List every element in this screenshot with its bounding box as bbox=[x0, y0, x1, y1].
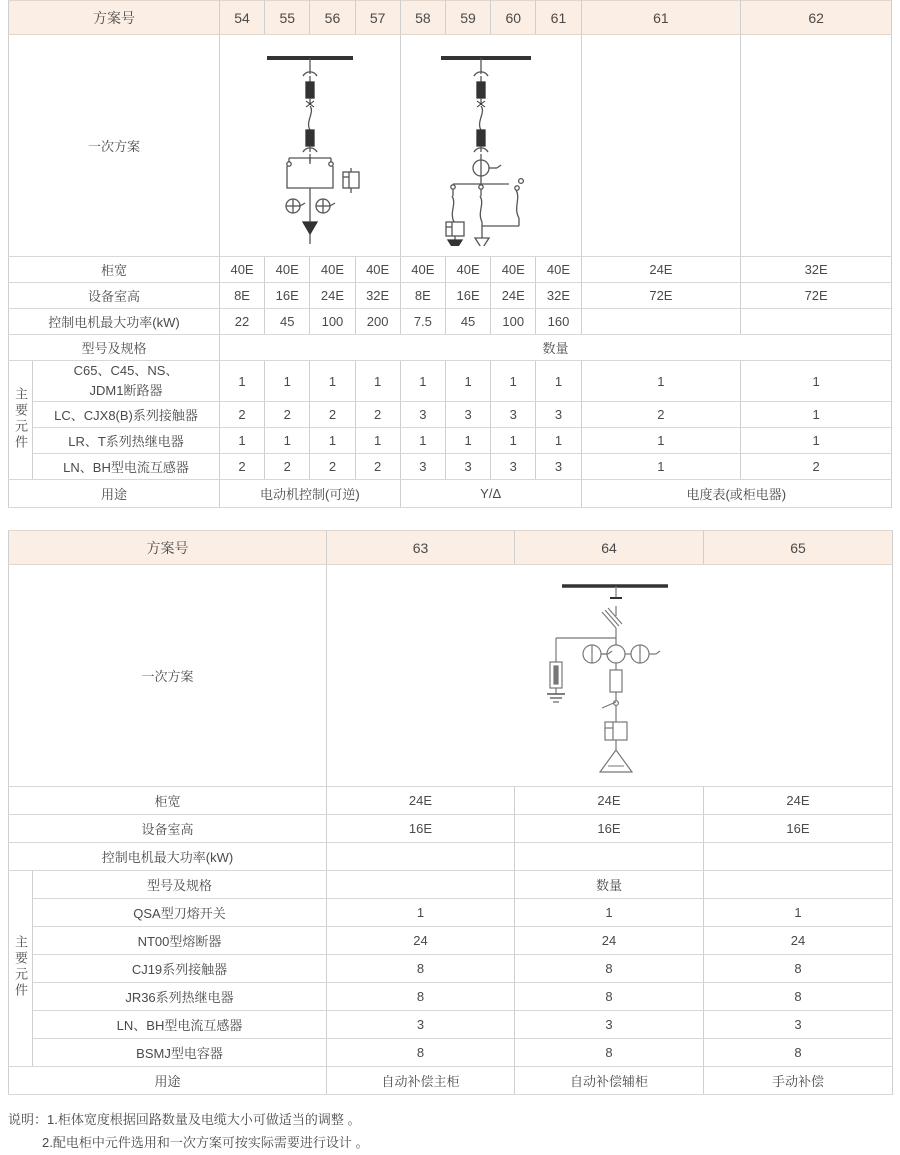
max-power-value bbox=[581, 309, 741, 335]
table1-cabinet-width-row bbox=[9, 257, 892, 283]
component-qty: 3 bbox=[536, 402, 581, 428]
table2-cabinet-width-row bbox=[9, 787, 893, 815]
table1-scheme-61b: 61 bbox=[581, 1, 741, 35]
max-power-value bbox=[327, 843, 515, 871]
usage-value: 电动机控制(可逆) bbox=[219, 480, 400, 508]
table2-component-row-3 bbox=[9, 955, 893, 983]
diagram-motor-control-reversible bbox=[219, 35, 400, 257]
component-qty: 1 bbox=[491, 428, 536, 454]
component-qty: 1 bbox=[445, 361, 490, 402]
table1-equipment-height-row bbox=[9, 283, 892, 309]
diagram-cell-scheme-61b bbox=[581, 35, 741, 257]
component-qty: 3 bbox=[400, 454, 445, 480]
cabinet-width-value: 32E bbox=[741, 257, 892, 283]
table2-quantity-label: 数量 bbox=[515, 871, 704, 899]
max-power-value bbox=[741, 309, 892, 335]
motor-control-reversible-diagram bbox=[245, 46, 375, 246]
usage-value: 手动补偿 bbox=[704, 1067, 893, 1095]
component-qty: 8 bbox=[515, 983, 704, 1011]
component-qty: 3 bbox=[445, 402, 490, 428]
equipment-height-value: 32E bbox=[536, 283, 581, 309]
table1-primary-scheme-label: 一次方案 bbox=[9, 35, 220, 257]
component-name: LN、BH型电流互感器 bbox=[33, 454, 220, 480]
cabinet-width-value: 24E bbox=[704, 787, 893, 815]
equipment-height-value: 16E bbox=[704, 815, 893, 843]
table1-usage-row bbox=[9, 480, 892, 508]
table2-equipment-height-row bbox=[9, 815, 893, 843]
max-power-value: 100 bbox=[491, 309, 536, 335]
table1-scheme-56: 56 bbox=[310, 1, 355, 35]
component-qty: 2 bbox=[310, 454, 355, 480]
component-qty: 3 bbox=[491, 402, 536, 428]
component-qty: 1 bbox=[515, 899, 704, 927]
table1-scheme-60: 60 bbox=[491, 1, 536, 35]
table2-quantity-blank-left bbox=[327, 871, 515, 899]
component-qty: 3 bbox=[704, 1011, 893, 1039]
notes-block bbox=[8, 1109, 900, 1155]
equipment-height-value: 24E bbox=[310, 283, 355, 309]
component-qty: 1 bbox=[265, 361, 310, 402]
component-qty: 8 bbox=[327, 1039, 515, 1067]
usage-value: 自动补偿主柜 bbox=[327, 1067, 515, 1095]
table1-header-label: 方案号 bbox=[9, 1, 220, 35]
equipment-height-value: 16E bbox=[445, 283, 490, 309]
table1-scheme-54: 54 bbox=[219, 1, 264, 35]
notes-line-2: 2.配电柜中元件选用和一次方案可按实际需要进行设计 。 bbox=[42, 1135, 369, 1151]
max-power-value bbox=[515, 843, 704, 871]
table1-scheme-61a: 61 bbox=[536, 1, 581, 35]
component-name: CJ19系列接触器 bbox=[33, 955, 327, 983]
component-qty: 8 bbox=[327, 955, 515, 983]
component-qty: 2 bbox=[355, 454, 400, 480]
component-qty: 2 bbox=[265, 454, 310, 480]
table1-component-row-1 bbox=[9, 361, 892, 402]
cabinet-width-value: 40E bbox=[310, 257, 355, 283]
component-qty: 8 bbox=[704, 983, 893, 1011]
table2-model-spec-row bbox=[9, 871, 893, 899]
usage-value: 电度表(或柜电器) bbox=[581, 480, 891, 508]
table2-scheme-64: 64 bbox=[515, 531, 704, 565]
component-qty: 1 bbox=[581, 428, 741, 454]
table2-component-row-4 bbox=[9, 983, 893, 1011]
component-qty: 24 bbox=[327, 927, 515, 955]
table1-main-components-label: 主要元件 bbox=[9, 361, 33, 480]
component-qty: 2 bbox=[219, 402, 264, 428]
table2-max-motor-power-row bbox=[9, 843, 893, 871]
table1-usage-label: 用途 bbox=[9, 480, 220, 508]
cabinet-width-value: 24E bbox=[515, 787, 704, 815]
cabinet-width-value: 40E bbox=[536, 257, 581, 283]
equipment-height-value: 8E bbox=[400, 283, 445, 309]
table2-usage-label: 用途 bbox=[9, 1067, 327, 1095]
diagram-cell-scheme-62 bbox=[741, 35, 892, 257]
component-qty: 1 bbox=[445, 428, 490, 454]
component-qty: 8 bbox=[704, 955, 893, 983]
table1-max-motor-power-row bbox=[9, 309, 892, 335]
component-qty: 3 bbox=[515, 1011, 704, 1039]
table1-component-row-2 bbox=[9, 402, 892, 428]
table1-scheme-59: 59 bbox=[445, 1, 490, 35]
table2-component-row-5 bbox=[9, 1011, 893, 1039]
table1-quantity-label: 数量 bbox=[219, 335, 891, 361]
component-qty: 24 bbox=[515, 927, 704, 955]
component-qty: 1 bbox=[741, 428, 892, 454]
table1-scheme-55: 55 bbox=[265, 1, 310, 35]
component-qty: 1 bbox=[536, 428, 581, 454]
cabinet-width-value: 40E bbox=[355, 257, 400, 283]
table2-header-row bbox=[9, 531, 893, 565]
component-qty: 1 bbox=[310, 361, 355, 402]
component-name: QSA型刀熔开关 bbox=[33, 899, 327, 927]
notes-line-1 bbox=[8, 1109, 900, 1132]
component-name: JR36系列热继电器 bbox=[33, 983, 327, 1011]
component-qty: 1 bbox=[219, 361, 264, 402]
table2-primary-scheme-label: 一次方案 bbox=[9, 565, 327, 787]
component-qty: 1 bbox=[400, 428, 445, 454]
component-name: LR、T系列热继电器 bbox=[33, 428, 220, 454]
notes-text-1: 1.柜体宽度根据回路数量及电缆大小可做适当的调整 。 bbox=[47, 1112, 361, 1128]
component-qty: 1 bbox=[355, 361, 400, 402]
max-power-value: 100 bbox=[310, 309, 355, 335]
usage-value: 自动补偿辅柜 bbox=[515, 1067, 704, 1095]
equipment-height-value: 16E bbox=[327, 815, 515, 843]
component-name: LC、CJX8(B)系列接触器 bbox=[33, 402, 220, 428]
component-qty: 2 bbox=[581, 402, 741, 428]
component-name: NT00型熔断器 bbox=[33, 927, 327, 955]
component-qty: 1 bbox=[741, 361, 892, 402]
component-qty: 2 bbox=[219, 454, 264, 480]
component-qty: 1 bbox=[581, 361, 741, 402]
component-qty: 8 bbox=[515, 1039, 704, 1067]
max-power-value: 22 bbox=[219, 309, 264, 335]
table2-main-components-label: 主要元件 bbox=[9, 871, 33, 1067]
component-qty: 2 bbox=[310, 402, 355, 428]
max-power-value: 45 bbox=[445, 309, 490, 335]
cabinet-width-value: 40E bbox=[265, 257, 310, 283]
component-qty: 1 bbox=[536, 361, 581, 402]
equipment-height-value: 72E bbox=[581, 283, 741, 309]
max-power-value: 45 bbox=[265, 309, 310, 335]
usage-value: Y/Δ bbox=[400, 480, 581, 508]
notes-prefix: 说明： bbox=[8, 1112, 48, 1128]
table2-component-row-1 bbox=[9, 899, 893, 927]
table2-quantity-blank-right bbox=[704, 871, 893, 899]
component-qty: 8 bbox=[704, 1039, 893, 1067]
component-qty: 1 bbox=[265, 428, 310, 454]
table2-equipment-height-label: 设备室高 bbox=[9, 815, 327, 843]
component-qty: 3 bbox=[445, 454, 490, 480]
table1-model-spec-row bbox=[9, 335, 892, 361]
component-qty: 1 bbox=[581, 454, 741, 480]
table1-cabinet-width-label: 柜宽 bbox=[9, 257, 220, 283]
cabinet-width-value: 40E bbox=[491, 257, 536, 283]
table1-scheme-57: 57 bbox=[355, 1, 400, 35]
table2-component-row-2 bbox=[9, 927, 893, 955]
star-delta-starter-diagram bbox=[421, 46, 561, 246]
component-name: BSMJ型电容器 bbox=[33, 1039, 327, 1067]
scheme-table-1 bbox=[8, 0, 892, 508]
component-qty: 8 bbox=[515, 955, 704, 983]
table1-scheme-58: 58 bbox=[400, 1, 445, 35]
max-power-value: 160 bbox=[536, 309, 581, 335]
component-qty: 3 bbox=[327, 1011, 515, 1039]
component-name: C65、C45、NS、 JDM1断路器 bbox=[33, 361, 220, 402]
component-qty: 1 bbox=[327, 899, 515, 927]
table1-component-row-4 bbox=[9, 454, 892, 480]
table1-component-row-3 bbox=[9, 428, 892, 454]
component-qty: 3 bbox=[491, 454, 536, 480]
component-qty: 1 bbox=[355, 428, 400, 454]
table2-cabinet-width-label: 柜宽 bbox=[9, 787, 327, 815]
component-qty: 2 bbox=[265, 402, 310, 428]
table1-equipment-height-label: 设备室高 bbox=[9, 283, 220, 309]
cabinet-width-value: 40E bbox=[400, 257, 445, 283]
equipment-height-value: 8E bbox=[219, 283, 264, 309]
component-qty: 3 bbox=[400, 402, 445, 428]
table2-scheme-65: 65 bbox=[704, 531, 893, 565]
component-qty: 8 bbox=[327, 983, 515, 1011]
cabinet-width-value: 40E bbox=[219, 257, 264, 283]
table1-model-spec-label: 型号及规格 bbox=[9, 335, 220, 361]
equipment-height-value: 72E bbox=[741, 283, 892, 309]
cabinet-width-value: 24E bbox=[581, 257, 741, 283]
scheme-table-2 bbox=[8, 530, 893, 1095]
capacitor-compensation-diagram bbox=[520, 576, 700, 776]
equipment-height-value: 16E bbox=[265, 283, 310, 309]
max-power-value: 7.5 bbox=[400, 309, 445, 335]
component-qty: 1 bbox=[704, 899, 893, 927]
component-name: LN、BH型电流互感器 bbox=[33, 1011, 327, 1039]
component-qty: 2 bbox=[741, 454, 892, 480]
component-qty: 2 bbox=[355, 402, 400, 428]
max-power-value: 200 bbox=[355, 309, 400, 335]
table-spacer bbox=[0, 508, 900, 530]
table1-scheme-62: 62 bbox=[741, 1, 892, 35]
table2-primary-scheme-row bbox=[9, 565, 893, 787]
table2-header-label: 方案号 bbox=[9, 531, 327, 565]
equipment-height-value: 24E bbox=[491, 283, 536, 309]
table1-header-row bbox=[9, 1, 892, 35]
component-qty: 24 bbox=[704, 927, 893, 955]
component-qty: 1 bbox=[400, 361, 445, 402]
equipment-height-value: 16E bbox=[515, 815, 704, 843]
table2-model-spec-label: 型号及规格 bbox=[33, 871, 327, 899]
component-qty: 1 bbox=[219, 428, 264, 454]
table2-max-motor-power-label: 控制电机最大功率(kW) bbox=[9, 843, 327, 871]
equipment-height-value: 32E bbox=[355, 283, 400, 309]
max-power-value bbox=[704, 843, 893, 871]
table1-max-motor-power-label: 控制电机最大功率(kW) bbox=[9, 309, 220, 335]
table2-scheme-63: 63 bbox=[327, 531, 515, 565]
component-qty: 1 bbox=[491, 361, 536, 402]
table1-primary-scheme-row bbox=[9, 35, 892, 257]
component-qty: 1 bbox=[310, 428, 355, 454]
cabinet-width-value: 24E bbox=[327, 787, 515, 815]
component-qty: 3 bbox=[536, 454, 581, 480]
table2-usage-row bbox=[9, 1067, 893, 1095]
diagram-capacitor-compensation bbox=[327, 565, 893, 787]
cabinet-width-value: 40E bbox=[445, 257, 490, 283]
component-qty: 1 bbox=[741, 402, 892, 428]
diagram-star-delta bbox=[400, 35, 581, 257]
table2-component-row-6 bbox=[9, 1039, 893, 1067]
